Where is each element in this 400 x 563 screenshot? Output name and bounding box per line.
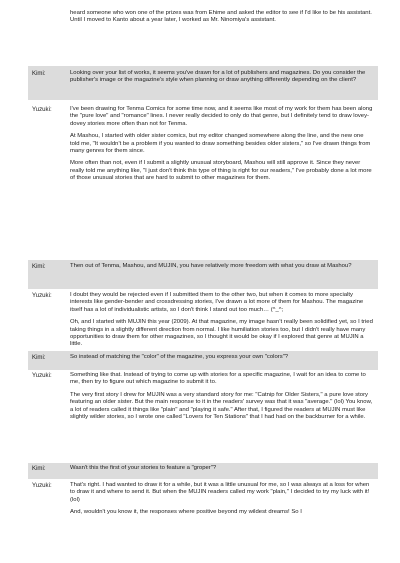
- intro-block: [28, 10, 378, 58]
- question-content: [70, 465, 378, 479]
- speaker-label: Yuzuki:: [32, 106, 52, 113]
- intro-content: [70, 10, 378, 58]
- speaker-label: Kimi:: [32, 354, 46, 361]
- speaker-label: Yuzuki:: [32, 372, 52, 379]
- paragraph: I doubt they would be rejected even if I submitted them to the other two, but when it comes to more specialty interests like gender-bender and crossdressing stories, I've drawn a lot more of them for Mashou. The magazine itself has a lot of individualistic artists, so I don't think I stand out too much… (^_^;: [70, 292, 364, 313]
- speaker-label-empty: [28, 10, 70, 58]
- paragraph: heard someone who won one of the prizes was from Ehime and asked the editor to see if I'd like to be his assistant. Until I moved to Kanto about a year later, I worked as Mr. Ninomiya's assistant.: [70, 10, 372, 24]
- answer-content: [70, 106, 378, 256]
- answer-block: [28, 106, 378, 256]
- paragraph: Wasn't this the first of your stories to feature a "groper"?: [70, 465, 217, 471]
- question-content: [70, 354, 378, 370]
- question-block: [28, 351, 378, 370]
- speaker-label: Kimi:: [32, 263, 46, 270]
- paragraph: That's right. I had wanted to draw it for a while, but it was a little unusual for me, so I was always at a loss for when to draw it and where to send it. But when the MUJIN readers called my work "plain," I decided to try my luck with it! (lol): [70, 482, 370, 503]
- speaker-label: Kimi:: [32, 465, 46, 472]
- question-content: [70, 70, 378, 100]
- paragraph: More often than not, even if I submit a slightly unusual storyboard, Mashou will still approve it. Since they never really told me anything like, "I just don't think this type of thing is right for our readers," I've probably done a lot more of those unusual stories that are hard to submit to other magazines for them.: [70, 160, 372, 182]
- paragraph: Then out of Tenma, Mashou, and MUJIN, you have relatively more freedom with what you draw at Mashou?: [70, 263, 352, 269]
- speaker-label: Yuzuki:: [32, 292, 52, 299]
- paragraph: And, wouldn't you know it, the responses where positive beyond my wildest dreams! So I: [70, 509, 302, 516]
- paragraph: Something like that. Instead of trying to come up with stories for a specific magazine, I wait for an idea to come to me, then try to figure out which magazine to submit it to.: [70, 372, 366, 386]
- speaker-label: Kimi:: [32, 70, 46, 77]
- paragraph: The very first story I drew for MUJIN was a very standard story for me: "Catnip for Older Sisters," a pure love story featuring an older sister. But the main response to it in the readers' survey was that it was "average." (lol) You know, a lot of readers called it things like "plain" and "playing it safe." After that, I figured the readers at MUJIN must like slightly wilder stories, so I wrote one called "Lovers for Ten Stations" that I had had on the backburner for a while.: [70, 391, 373, 421]
- paragraph: Looking over your list of works, it seems you've drawn for a lot of publishers and magazines. Do you consider the publisher's image or the magazine's style when planning or draw anything differently depending on the client?: [70, 70, 366, 84]
- speaker-label: Yuzuki:: [32, 482, 52, 489]
- answer-block: [28, 482, 378, 562]
- question-block: [28, 66, 378, 100]
- question-block: [28, 260, 378, 289]
- question-block: [28, 463, 378, 479]
- paragraph: At Mashou, I started with older sister comics, but my editor changed somewhere along the line, and the new one told me, "It wouldn't be a problem if you wanted to draw something besides older sisters," so I've drawn things from many genres for them since.: [70, 133, 371, 155]
- paragraph: Oh, and I started with MUJIN this year (2009). At that magazine, my image hasn't really been solidified yet, so I tried taking things in a slightly different direction from normal. I like humiliation stories too, but I didn't really have many opportunities to draw them for other magazines, so I thought it would be okay if I explored that genre at MUJIN a little.: [70, 319, 373, 348]
- paragraph: So instead of matching the "color" of the magazine, you express your own "colors"?: [70, 354, 289, 360]
- question-content: [70, 263, 378, 289]
- paragraph: I've been drawing for Tenma Comics for some time now, and it seems like most of my work for them has been along the "pure love" and "romance" lines. I never really decided to only do that genre, but I definitely tend to draw lovey-dovey stories more often than not for Tenma.: [70, 106, 373, 127]
- answer-content: [70, 482, 378, 562]
